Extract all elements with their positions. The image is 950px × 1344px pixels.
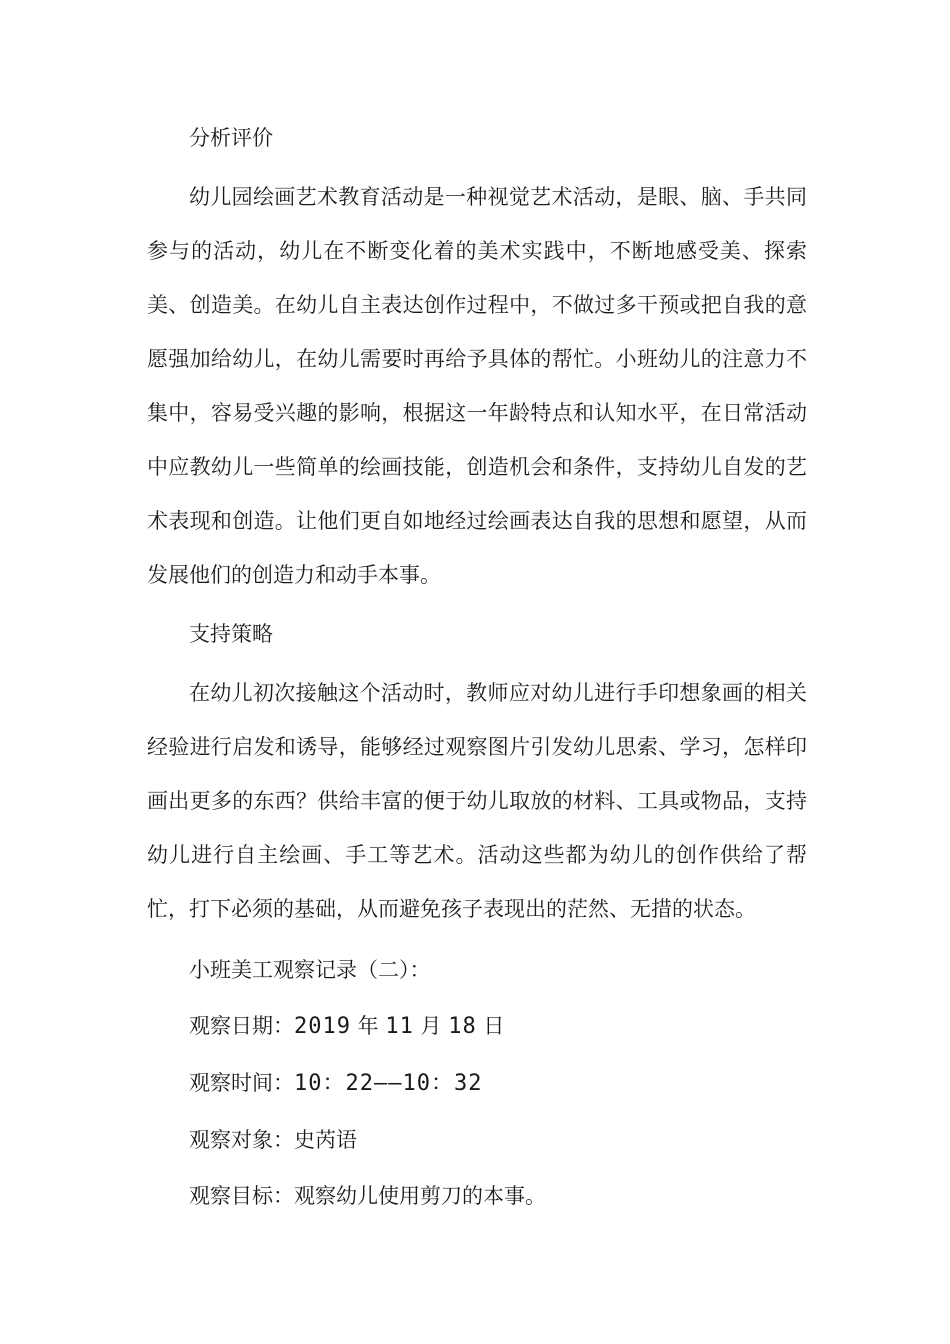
- strategy-heading: 支持策略: [189, 622, 273, 646]
- record-subject-value: 史芮语: [294, 1128, 357, 1152]
- record-date-label: 观察日期：: [189, 1014, 294, 1038]
- record-date-year: 2019: [294, 1014, 351, 1039]
- record-time-value: 10：22——10：32: [294, 1071, 483, 1096]
- record-date-month: 11: [385, 1014, 414, 1039]
- record-date-month-unit: 月: [420, 1014, 442, 1038]
- record-date-line: [147, 998, 807, 1055]
- strategy-paragraph: 在幼儿初次接触这个活动时，教师应对幼儿进行手印想象画的相关经验进行启发和诱导，能够经过观察图片引发幼儿思索、学习，怎样印画出更多的东西？供给丰富的便于幼儿取放的材料、工具或物品，支持幼儿进行自主绘画、手工等艺术。活动这些都为幼儿的创作供给了帮忙，打下必须的基础，从而避免孩子表现出的茫然、无措的状态。: [147, 681, 807, 921]
- record-title: 小班美工观察记录（二）：: [189, 958, 431, 982]
- record-goal-value: 观察幼儿使用剪刀的本事。: [294, 1184, 546, 1208]
- record-time-label: 观察时间：: [189, 1071, 294, 1095]
- record-time-line: [147, 1055, 807, 1112]
- analysis-heading: 分析评价: [189, 126, 273, 150]
- record-date-year-unit: 年: [357, 1014, 379, 1038]
- document-content: [147, 110, 807, 1224]
- analysis-paragraph: 幼儿园绘画艺术教育活动是一种视觉艺术活动，是眼、脑、手共同参与的活动，幼儿在不断变化着的美术实践中，不断地感受美、探索美、创造美。在幼儿自主表达创作过程中，不做过多干预或把自我的意愿强加给幼儿，在幼儿需要时再给予具体的帮忙。小班幼儿的注意力不集中，容易受兴趣的影响，根据这一年龄特点和认知水平，在日常活动中应教幼儿一些简单的绘画技能，创造机会和条件，支持幼儿自发的艺术表现和创造。让他们更自如地经过绘画表达自我的思想和愿望，从而发展他们的创造力和动手本事。: [147, 185, 807, 587]
- record-date-day: 18: [448, 1014, 477, 1039]
- record-goal-label: 观察目标：: [189, 1184, 294, 1208]
- record-date-day-unit: 日: [483, 1014, 505, 1038]
- record-subject-line: [147, 1112, 807, 1168]
- record-subject-label: 观察对象：: [189, 1128, 294, 1152]
- record-goal-line: [147, 1168, 807, 1224]
